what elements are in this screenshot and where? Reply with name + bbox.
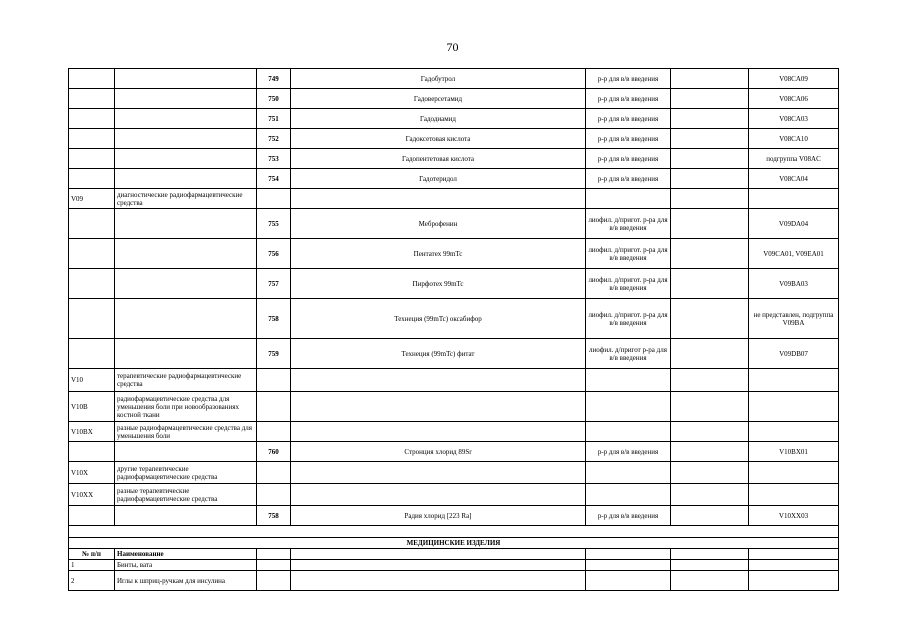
atc-group-name [115,169,257,189]
drug-name [291,369,586,392]
extra-cell [671,462,749,484]
atc-group-name: другие терапевтические радиофармацевтические средства [115,462,257,484]
atc-code: V08CA04 [749,169,839,189]
drug-table [68,68,839,591]
extra-cell [671,209,749,239]
drug-name: Гадодиамид [291,109,586,129]
atc-group-code [69,299,115,339]
atc-code: подгруппа V08AC [749,149,839,169]
extra-cell [671,69,749,89]
drug-name [291,484,586,506]
atc-group-name [115,339,257,369]
dosage-form: р-р для в/в введения [586,129,671,149]
atc-group-code [69,269,115,299]
device-header-row [69,549,839,560]
dosage-form: р-р для в/в введения [586,169,671,189]
extra-cell [671,149,749,169]
row-number [257,422,291,442]
atc-group-code [69,89,115,109]
atc-group-name [115,69,257,89]
extra-cell [671,369,749,392]
drug-name: Пентатех 99mTc [291,239,586,269]
atc-group-name: радиофармацевтические средства для уменьшения боли при новообразованиях костной ткани [115,392,257,422]
row-number: 760 [257,442,291,462]
atc-group-name [115,89,257,109]
atc-group-code [69,129,115,149]
blank-row [69,526,839,538]
extra-cell [671,506,749,526]
atc-code [749,484,839,506]
drug-name: Гадопентетовая кислота [291,149,586,169]
atc-group-code [69,169,115,189]
extra-cell [671,442,749,462]
atc-group-code [69,442,115,462]
device-number: 2 [69,571,115,591]
atc-group-name [115,209,257,239]
header-num: № п/п [69,549,115,560]
dosage-form: р-р для в/в введения [586,442,671,462]
atc-group-code [69,69,115,89]
atc-group-name: терапевтические радиофармацевтические средства [115,369,257,392]
drug-name: Технеция (99mTc) оксабифор [291,299,586,339]
extra-cell [671,129,749,149]
atc-code: V09BA03 [749,269,839,299]
dosage-form: р-р для в/в введения [586,89,671,109]
device-empty-cell [257,571,291,591]
table-row [69,506,839,526]
dosage-form: лиофил. д/пригот. р-ра для в/в введения [586,299,671,339]
dosage-form: р-р для в/в введения [586,506,671,526]
dosage-form: лиофил. д/пригот. р-ра для в/в введения [586,269,671,299]
device-empty-cell [586,560,671,571]
extra-cell [671,299,749,339]
device-empty-cell [291,560,586,571]
dosage-form: р-р для в/в введения [586,149,671,169]
device-name: Иглы к шприц-ручкам для инсулина [115,571,257,591]
drug-name [291,189,586,209]
header-empty [671,549,749,560]
table-row [69,89,839,109]
row-number: 753 [257,149,291,169]
device-table-body [69,560,839,591]
extra-cell [671,422,749,442]
table-row [69,462,839,484]
dosage-form [586,422,671,442]
row-number: 759 [257,339,291,369]
table-row [69,149,839,169]
atc-code [749,392,839,422]
drug-name: Гадотеридол [291,169,586,189]
device-empty-cell [671,560,749,571]
atc-code [749,189,839,209]
table-row [69,129,839,149]
atc-group-name: разные радиофармацевтические средства для уменьшения боли [115,422,257,442]
atc-code: V08CA10 [749,129,839,149]
extra-cell [671,189,749,209]
dosage-form [586,484,671,506]
table-row [69,442,839,462]
atc-code [749,422,839,442]
atc-group-name [115,506,257,526]
atc-code: V10XX03 [749,506,839,526]
atc-group-code: V10B [69,392,115,422]
table-row [69,422,839,442]
atc-code: V08CA06 [749,89,839,109]
drug-name: Гадоверсетамид [291,89,586,109]
header-empty [257,549,291,560]
dosage-form: лиофил. д/пригот. р-ра для в/в введения [586,239,671,269]
atc-group-code [69,149,115,169]
device-name: Бинты, вата [115,560,257,571]
dosage-form [586,462,671,484]
row-number: 750 [257,89,291,109]
atc-group-code: V10 [69,369,115,392]
row-number: 749 [257,69,291,89]
atc-code: V08CA09 [749,69,839,89]
table-row [69,169,839,189]
list-item [69,571,839,591]
extra-cell [671,109,749,129]
header-empty [749,549,839,560]
atc-code: V09DA04 [749,209,839,239]
device-empty-cell [749,571,839,591]
extra-cell [671,239,749,269]
row-number: 751 [257,109,291,129]
atc-code: V08CA03 [749,109,839,129]
atc-group-code [69,239,115,269]
drug-table-body [69,69,839,526]
section-title: МЕДИЦИНСКИЕ ИЗДЕЛИЯ [69,538,839,549]
row-number [257,369,291,392]
drug-name: Технеция (99mTc) фитат [291,339,586,369]
drug-name: Гадоксетовая кислота [291,129,586,149]
row-number: 754 [257,169,291,189]
table-row [69,269,839,299]
extra-cell [671,269,749,299]
atc-group-name [115,149,257,169]
atc-group-code [69,209,115,239]
table-row [69,69,839,89]
atc-code: V09CA01, V09EA01 [749,239,839,269]
blank-cell [69,526,839,538]
atc-group-code [69,339,115,369]
table-row [69,339,839,369]
drug-name: Гадобутрол [291,69,586,89]
drug-name: Пирфотех 99mTc [291,269,586,299]
atc-group-name [115,129,257,149]
atc-group-code [69,506,115,526]
dosage-form [586,392,671,422]
row-number: 756 [257,239,291,269]
table-row [69,392,839,422]
atc-group-name [115,269,257,299]
atc-group-name [115,442,257,462]
atc-group-code: V10XX [69,484,115,506]
extra-cell [671,339,749,369]
section-title-row [69,538,839,549]
extra-cell [671,169,749,189]
table-row [69,209,839,239]
dosage-form: лиофил. д/пригот. р-ра для в/в введения [586,209,671,239]
atc-group-name [115,299,257,339]
drug-name [291,392,586,422]
atc-group-code: V10X [69,462,115,484]
drug-name [291,462,586,484]
drug-name: Радия хлорид [223 Ra] [291,506,586,526]
dosage-form: р-р для в/в введения [586,109,671,129]
dosage-form [586,189,671,209]
atc-code: не представлен, подгруппа V09BA [749,299,839,339]
device-empty-cell [257,560,291,571]
atc-group-name [115,239,257,269]
device-number: 1 [69,560,115,571]
extra-cell [671,392,749,422]
dosage-form: р-р для в/в введения [586,69,671,89]
atc-group-code: V10BX [69,422,115,442]
header-empty [291,549,586,560]
atc-group-name: разные терапевтические радиофармацевтические средства [115,484,257,506]
page-number: 70 [446,40,459,54]
header-empty [586,549,671,560]
atc-code: V10BX01 [749,442,839,462]
table-row [69,239,839,269]
row-number: 758 [257,299,291,339]
table-row [69,189,839,209]
row-number: 755 [257,209,291,239]
device-section [69,526,839,560]
row-number: 757 [257,269,291,299]
header-name: Наименование [115,549,257,560]
dosage-form: лиофил. д/пригот р-ра для в/в введения [586,339,671,369]
row-number: 752 [257,129,291,149]
drug-name: Стронция хлорид 89Sr [291,442,586,462]
extra-cell [671,484,749,506]
row-number [257,484,291,506]
table-row [69,299,839,339]
table-row [69,484,839,506]
atc-code [749,369,839,392]
atc-group-code [69,109,115,129]
atc-code [749,462,839,484]
table-row [69,369,839,392]
atc-group-name: диагностические радиофармацевтические средства [115,189,257,209]
drug-name [291,422,586,442]
row-number: 758 [257,506,291,526]
row-number [257,392,291,422]
row-number [257,189,291,209]
extra-cell [671,89,749,109]
row-number [257,462,291,484]
atc-group-code: V09 [69,189,115,209]
list-item [69,560,839,571]
drug-name: Меброфенин [291,209,586,239]
atc-group-name [115,109,257,129]
dosage-form [586,369,671,392]
device-empty-cell [586,571,671,591]
device-empty-cell [671,571,749,591]
table-row [69,109,839,129]
device-empty-cell [291,571,586,591]
device-empty-cell [749,560,839,571]
atc-code: V09DB07 [749,339,839,369]
